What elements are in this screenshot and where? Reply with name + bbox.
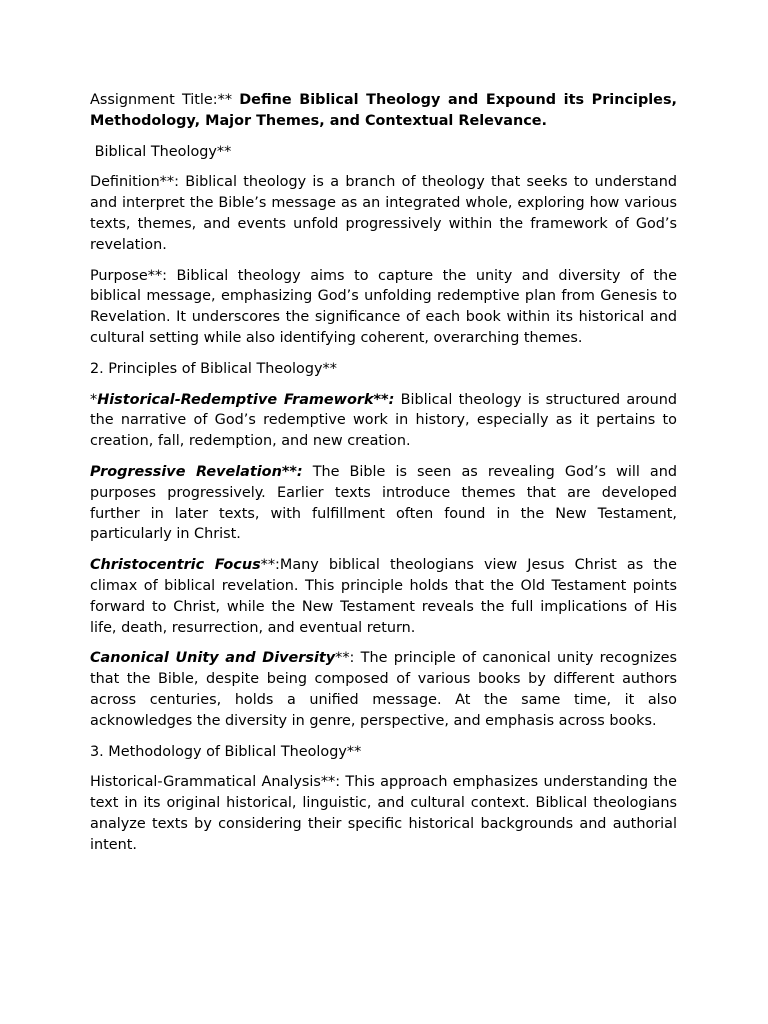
- principle-suffix: **: [335, 650, 350, 667]
- principle-term: Historical-Redemptive Framework**:: [97, 391, 395, 408]
- principle-term: Christocentric Focus: [90, 557, 261, 574]
- section-heading-methodology: 3. Methodology of Biblical Theology**: [90, 743, 362, 760]
- principle-progressive-revelation: [90, 462, 677, 545]
- principle-canonical-unity: [90, 648, 677, 731]
- principle-christocentric-focus: [90, 555, 677, 638]
- purpose-paragraph: [90, 266, 677, 349]
- principle-term: Canonical Unity and Diversity: [90, 650, 336, 667]
- document-page: [90, 90, 677, 866]
- principle-text: : The principle of canonical unity recognizes that the Bible, despite being composed of various books by different authors across centuries, holds a unified message. At the same time, it also acknowledges the diversity in genre, perspective, and emphasis across books.: [90, 650, 677, 729]
- methodology-paragraph: [90, 772, 677, 855]
- definition-paragraph: [90, 172, 677, 255]
- principle-term: Progressive Revelation**:: [90, 463, 303, 480]
- section-heading-principles: 2. Principles of Biblical Theology**: [90, 360, 337, 377]
- principle-historical-redemptive: [90, 390, 677, 452]
- methodology-label: Historical-Grammatical Analysis**: [90, 774, 336, 791]
- purpose-label: Purpose**: [90, 267, 163, 284]
- principle-suffix: **:: [260, 557, 280, 574]
- title-prefix: Assignment Title:**: [90, 92, 240, 108]
- principle-text: The Bible is seen as revealing God’s will and purposes progressively. Earlier texts introduce themes that are developed further in later texts, with fulfillment often found in the New Testament, particularly in Christ.: [90, 463, 677, 543]
- principle-prefix: *: [90, 391, 98, 408]
- title-bold: Define Biblical Theology and Expound its Principles, Methodology, Major Themes, and Contextual Relevance.: [90, 92, 677, 129]
- principle-text: Many biblical theologians view Jesus Christ as the climax of biblical revelation. This principle holds that the Old Testament points forward to Christ, while the New Testament reveals the full implications of His life, death, resurrection, and eventual return.: [90, 557, 678, 636]
- definition-label: Definition**: [90, 174, 175, 191]
- methodology-text: : This approach emphasizes understanding the text in its original historical, linguistic, and cultural context. Biblical theologians analyze texts by considering their specific historical backgrounds and authorial intent.: [90, 774, 678, 853]
- assignment-title: [90, 90, 677, 132]
- definition-text: : Biblical theology is a branch of theology that seeks to understand and interpret the Bible’s message as an integrated whole, exploring how various texts, themes, and events unfold progressively within the framework of God’s revelation.: [90, 174, 677, 253]
- purpose-text: : Biblical theology aims to capture the unity and diversity of the biblical message, emphasizing God’s unfolding redemptive plan from Genesis to Revelation. It underscores the significance of each book within its historical and cultural setting while also identifying coherent, overarching themes.: [90, 267, 677, 346]
- section-heading-biblical-theology: Biblical Theology**: [90, 143, 232, 160]
- principle-text: Biblical theology is structured around the narrative of God’s redemptive work in history, especially as it pertains to creation, fall, redemption, and new creation.: [90, 391, 677, 450]
